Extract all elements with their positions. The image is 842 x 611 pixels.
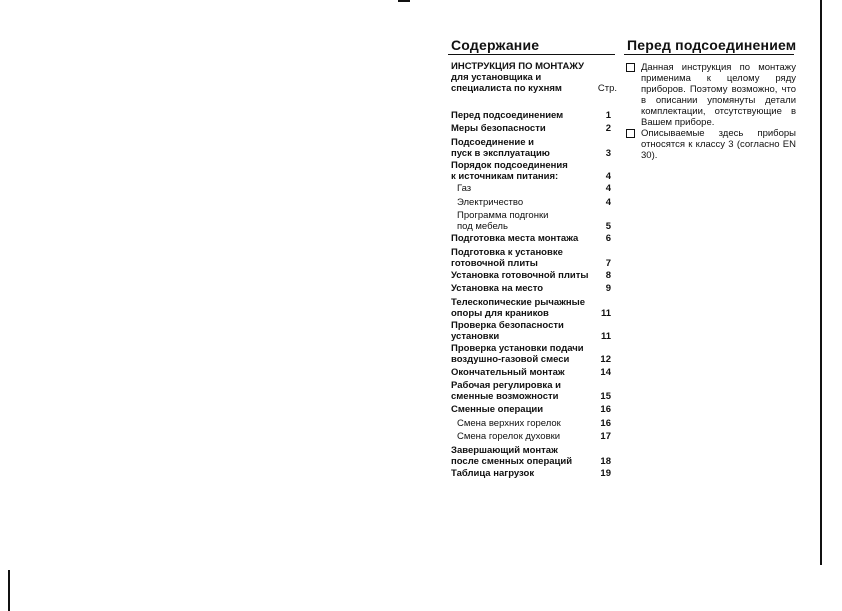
toc-entry-title: Завершающий монтаж (451, 445, 558, 456)
checkbox-icon (626, 63, 635, 72)
toc-entry-title: Программа подгонки (457, 210, 549, 221)
toc-entry-title: воздушно-газовой смеси (451, 354, 570, 365)
toc-entry (451, 110, 613, 121)
toc-entry-title: пуск в эксплуатацию (451, 148, 550, 159)
toc-entry (451, 183, 613, 194)
toc-entry (451, 197, 613, 208)
toc-entry-page: 19 (600, 468, 611, 479)
page-column-label: Стр. (597, 83, 617, 94)
bullet-2 (626, 128, 796, 161)
toc-entry-title: после сменных операций (451, 456, 573, 467)
toc-entry-title: к источникам питания: (451, 171, 559, 182)
toc-entry (451, 160, 613, 182)
toc-entry (451, 233, 613, 244)
toc-entry (451, 247, 613, 269)
checkbox-icon (626, 129, 635, 138)
toc-entry-title: Проверка установки подачи (451, 343, 584, 354)
toc-entry-title: Телескопические рычажные (451, 297, 586, 308)
toc-entry-page: 9 (605, 283, 611, 294)
toc-entry-title: Газ (457, 183, 472, 194)
toc-entry (451, 297, 613, 319)
toc-intro (451, 61, 617, 94)
toc-entry-title: Порядок подсоединения (451, 160, 568, 171)
toc-entry (451, 431, 613, 442)
toc-entry-title: Перед подсоединением (451, 110, 564, 121)
bullet-text-1: Данная инструкция по монтажу применима к целому ряду приборов. Поэтому возможно, что в описании упомянуты детали комплектации, отсутствующие в Вашем приборе. (641, 62, 796, 128)
toc-entry-title: Смена верхних горелок (457, 418, 561, 429)
toc-entry-page: 4 (605, 171, 611, 182)
toc-entry (451, 380, 613, 402)
toc-entry-page: 16 (600, 404, 611, 415)
toc-entry-page: 4 (605, 183, 611, 194)
page-edge-left (8, 570, 10, 611)
toc-entry-page: 2 (605, 123, 611, 134)
toc-entry (451, 283, 613, 294)
toc-entry (451, 418, 613, 429)
toc-entry-page: 7 (605, 258, 611, 269)
toc-entry-title: под мебель (457, 221, 508, 232)
toc-entry (451, 367, 613, 378)
toc-entry-page: 11 (600, 308, 611, 319)
toc-entry-title: Смена горелок духовки (457, 431, 561, 442)
toc-entry-title: Сменные операции (451, 404, 544, 415)
toc-header: Содержание (451, 37, 540, 53)
toc-entry (451, 320, 613, 342)
intro-line-2: для установщика и (451, 72, 542, 83)
toc-entry-title: готовочной плиты (451, 258, 538, 269)
toc-entry-title: Рабочая регулировка и (451, 380, 561, 391)
toc-entry-page: 18 (600, 456, 611, 467)
toc-entry-page: 4 (605, 197, 611, 208)
header-rule-left (448, 54, 615, 55)
toc-entry-title: Установка готовочной плиты (451, 270, 589, 281)
header-rule-right (624, 54, 794, 55)
toc-entry (451, 270, 613, 281)
intro-line-3: специалиста по кухням (451, 83, 562, 94)
toc-entry (451, 404, 613, 415)
toc-entry-title: сменные возможности (451, 391, 559, 402)
toc-entry-title: Подготовка места монтажа (451, 233, 579, 244)
toc-entry-title: Подготовка к установке (451, 247, 563, 258)
toc-entry-page: 3 (605, 148, 611, 159)
bullet-1 (626, 62, 796, 128)
toc-entry-page: 15 (600, 391, 611, 402)
intro-line-1: ИНСТРУКЦИЯ ПО МОНТАЖУ (451, 61, 585, 72)
toc-entry-title: Таблица нагрузок (451, 468, 535, 479)
toc-entry (451, 210, 613, 232)
toc-entry-page: 11 (600, 331, 611, 342)
toc-entry-page: 1 (605, 110, 611, 121)
page-edge-right (820, 0, 822, 565)
scan-mark-top (398, 0, 410, 2)
toc-entry-title: установки (451, 331, 500, 342)
toc-entry-page: 6 (605, 233, 611, 244)
toc-entry-page: 5 (605, 221, 611, 232)
toc-entry (451, 445, 613, 467)
toc-entry-page: 8 (605, 270, 611, 281)
section-header: Перед подсоединением (627, 37, 797, 53)
toc-entry-title: Электричество (457, 197, 524, 208)
toc-entry-title: Подсоединение и (451, 137, 535, 148)
toc-entry-page: 14 (600, 367, 611, 378)
toc-entry-page: 17 (600, 431, 611, 442)
toc-entry (451, 343, 613, 365)
bullet-text-2: Описываемые здесь приборы относятся к классу 3 (согласно EN 30). (641, 128, 796, 161)
toc-entry (451, 137, 613, 159)
toc-entry (451, 123, 613, 134)
toc-entry-title: Меры безопасности (451, 123, 546, 134)
toc-entry-title: опоры для краников (451, 308, 549, 319)
toc-entry-title: Окончательный монтаж (451, 367, 565, 378)
toc-entry-title: Проверка безопасности (451, 320, 564, 331)
toc-entry-title: Установка на место (451, 283, 544, 294)
toc-entry-page: 12 (600, 354, 611, 365)
toc-entry-page: 16 (600, 418, 611, 429)
toc-entry (451, 468, 613, 479)
